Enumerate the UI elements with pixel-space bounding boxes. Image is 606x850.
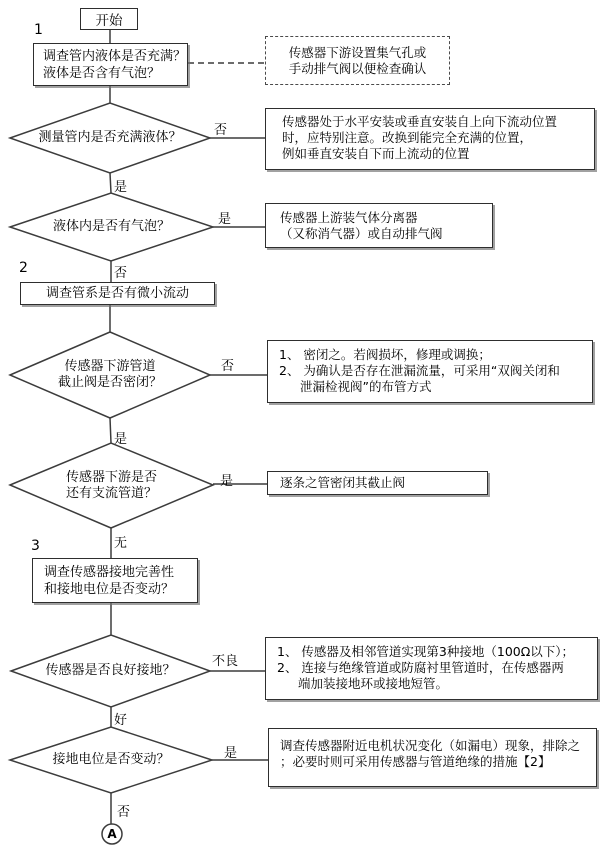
edge-label-yes: 是	[218, 212, 232, 227]
decision-branch-pipe-shape	[10, 443, 213, 528]
process-line: 调查管系是否有微小流动	[45, 286, 189, 301]
process-check-grounding	[32, 558, 198, 603]
process-line: 和接地电位是否变动？	[44, 581, 175, 597]
advice-gas-separator	[265, 203, 493, 248]
decision-grounding-label: 传感器是否良好接地？	[45, 663, 176, 678]
process-check-liquid-full	[33, 43, 188, 86]
edge-label-yes: 是	[114, 432, 128, 447]
advice-line: ；必要时则可采用传感器与管道绝缘的措施【2】	[280, 754, 551, 769]
start-node	[80, 8, 138, 30]
decision-bubbles-label: 液体内是否有气泡？	[52, 219, 170, 234]
terminal-a-label: A	[107, 827, 117, 841]
edge-label-bad: 不良	[212, 654, 239, 669]
edge-label-none: 无	[114, 536, 128, 551]
section-label-3: 3	[31, 538, 40, 554]
process-line: 调查管内液体是否充满？	[43, 48, 187, 64]
advice-close-branch-valves	[267, 471, 488, 495]
decision-branch-pipe-label: 传感器下游是否 还有支流管道？	[65, 469, 157, 501]
advice-line: 逐条之管密闭其截止阀	[280, 475, 406, 490]
edge-label-no: 否	[117, 805, 131, 820]
decision-potential-shape	[10, 727, 212, 793]
process-check-micro-flow	[20, 282, 215, 305]
advice-line: 1、 传感器及相邻管道实现第3种接地（100Ω以下）；	[277, 644, 575, 659]
advice-line: 1、 密闭之。若阀损坏，修理或调换；	[279, 347, 491, 362]
edge-label-no: 否	[221, 359, 235, 374]
advice-line: 传感器上游装气体分离器	[280, 210, 418, 225]
decision-valve-sealed-label: 传感器下游管道 截止阀是否密闭？	[57, 359, 162, 390]
advice-line: 端加装接地环或接地短管。	[298, 676, 449, 691]
edge-label-yes: 是	[114, 180, 128, 195]
note-line: 传感器下游设置集气孔或	[288, 44, 427, 60]
advice-potential-variation	[268, 728, 597, 787]
advice-line: （又称消气器）或自动排气阀	[280, 226, 443, 241]
advice-seal-valve	[267, 340, 593, 403]
edge-label-no: 否	[114, 266, 128, 281]
connector-d3-d4	[110, 418, 111, 443]
edge-label-yes: 是	[220, 474, 234, 489]
advice-line: 调查传感器附近电机状况变化（如漏电）现象，排除之	[280, 738, 581, 753]
section-label-1: 1	[34, 22, 43, 38]
advice-line: 泄漏检视阀”的布管方式	[300, 379, 432, 394]
advice-line: 2、 为确认是否存在泄漏流量，可采用“双阀关闭和	[279, 363, 560, 378]
start-label: 开始	[95, 13, 123, 29]
decision-potential-label: 接地电位是否变动？	[52, 752, 170, 767]
edge-label-no: 否	[214, 123, 228, 138]
decision-bubbles-shape	[10, 193, 213, 261]
connector-d1-d2	[110, 173, 111, 193]
advice-line: 传感器处于水平安装或垂直安装自上向下流动位置	[282, 114, 558, 129]
decision-valve-sealed-shape	[10, 332, 210, 418]
advice-line: 例如垂直安装自下而上流动的位置	[282, 146, 470, 161]
note-vent-valve	[265, 36, 450, 85]
advice-grounding-measures	[265, 637, 598, 700]
decision-grounding-shape	[11, 635, 210, 707]
note-line: 手动排气阀以便检查确认	[288, 60, 427, 76]
decision-tube-full-label: 测量管内是否充满液体？	[38, 130, 182, 145]
process-line: 调查传感器接地完善性	[44, 564, 175, 580]
advice-line: 时，应特别注意。改换到能完全充满的位置，	[282, 130, 533, 145]
process-line: 液体是否含有气泡？	[43, 65, 161, 81]
section-label-2: 2	[19, 260, 28, 276]
advice-install-position	[265, 108, 595, 170]
edge-label-good: 好	[114, 713, 128, 728]
edge-label-yes: 是	[224, 746, 238, 761]
decision-tube-full-shape	[10, 103, 210, 173]
advice-line: 2、 连接与绝缘管道或防腐衬里管道时，在传感器两	[277, 660, 564, 675]
